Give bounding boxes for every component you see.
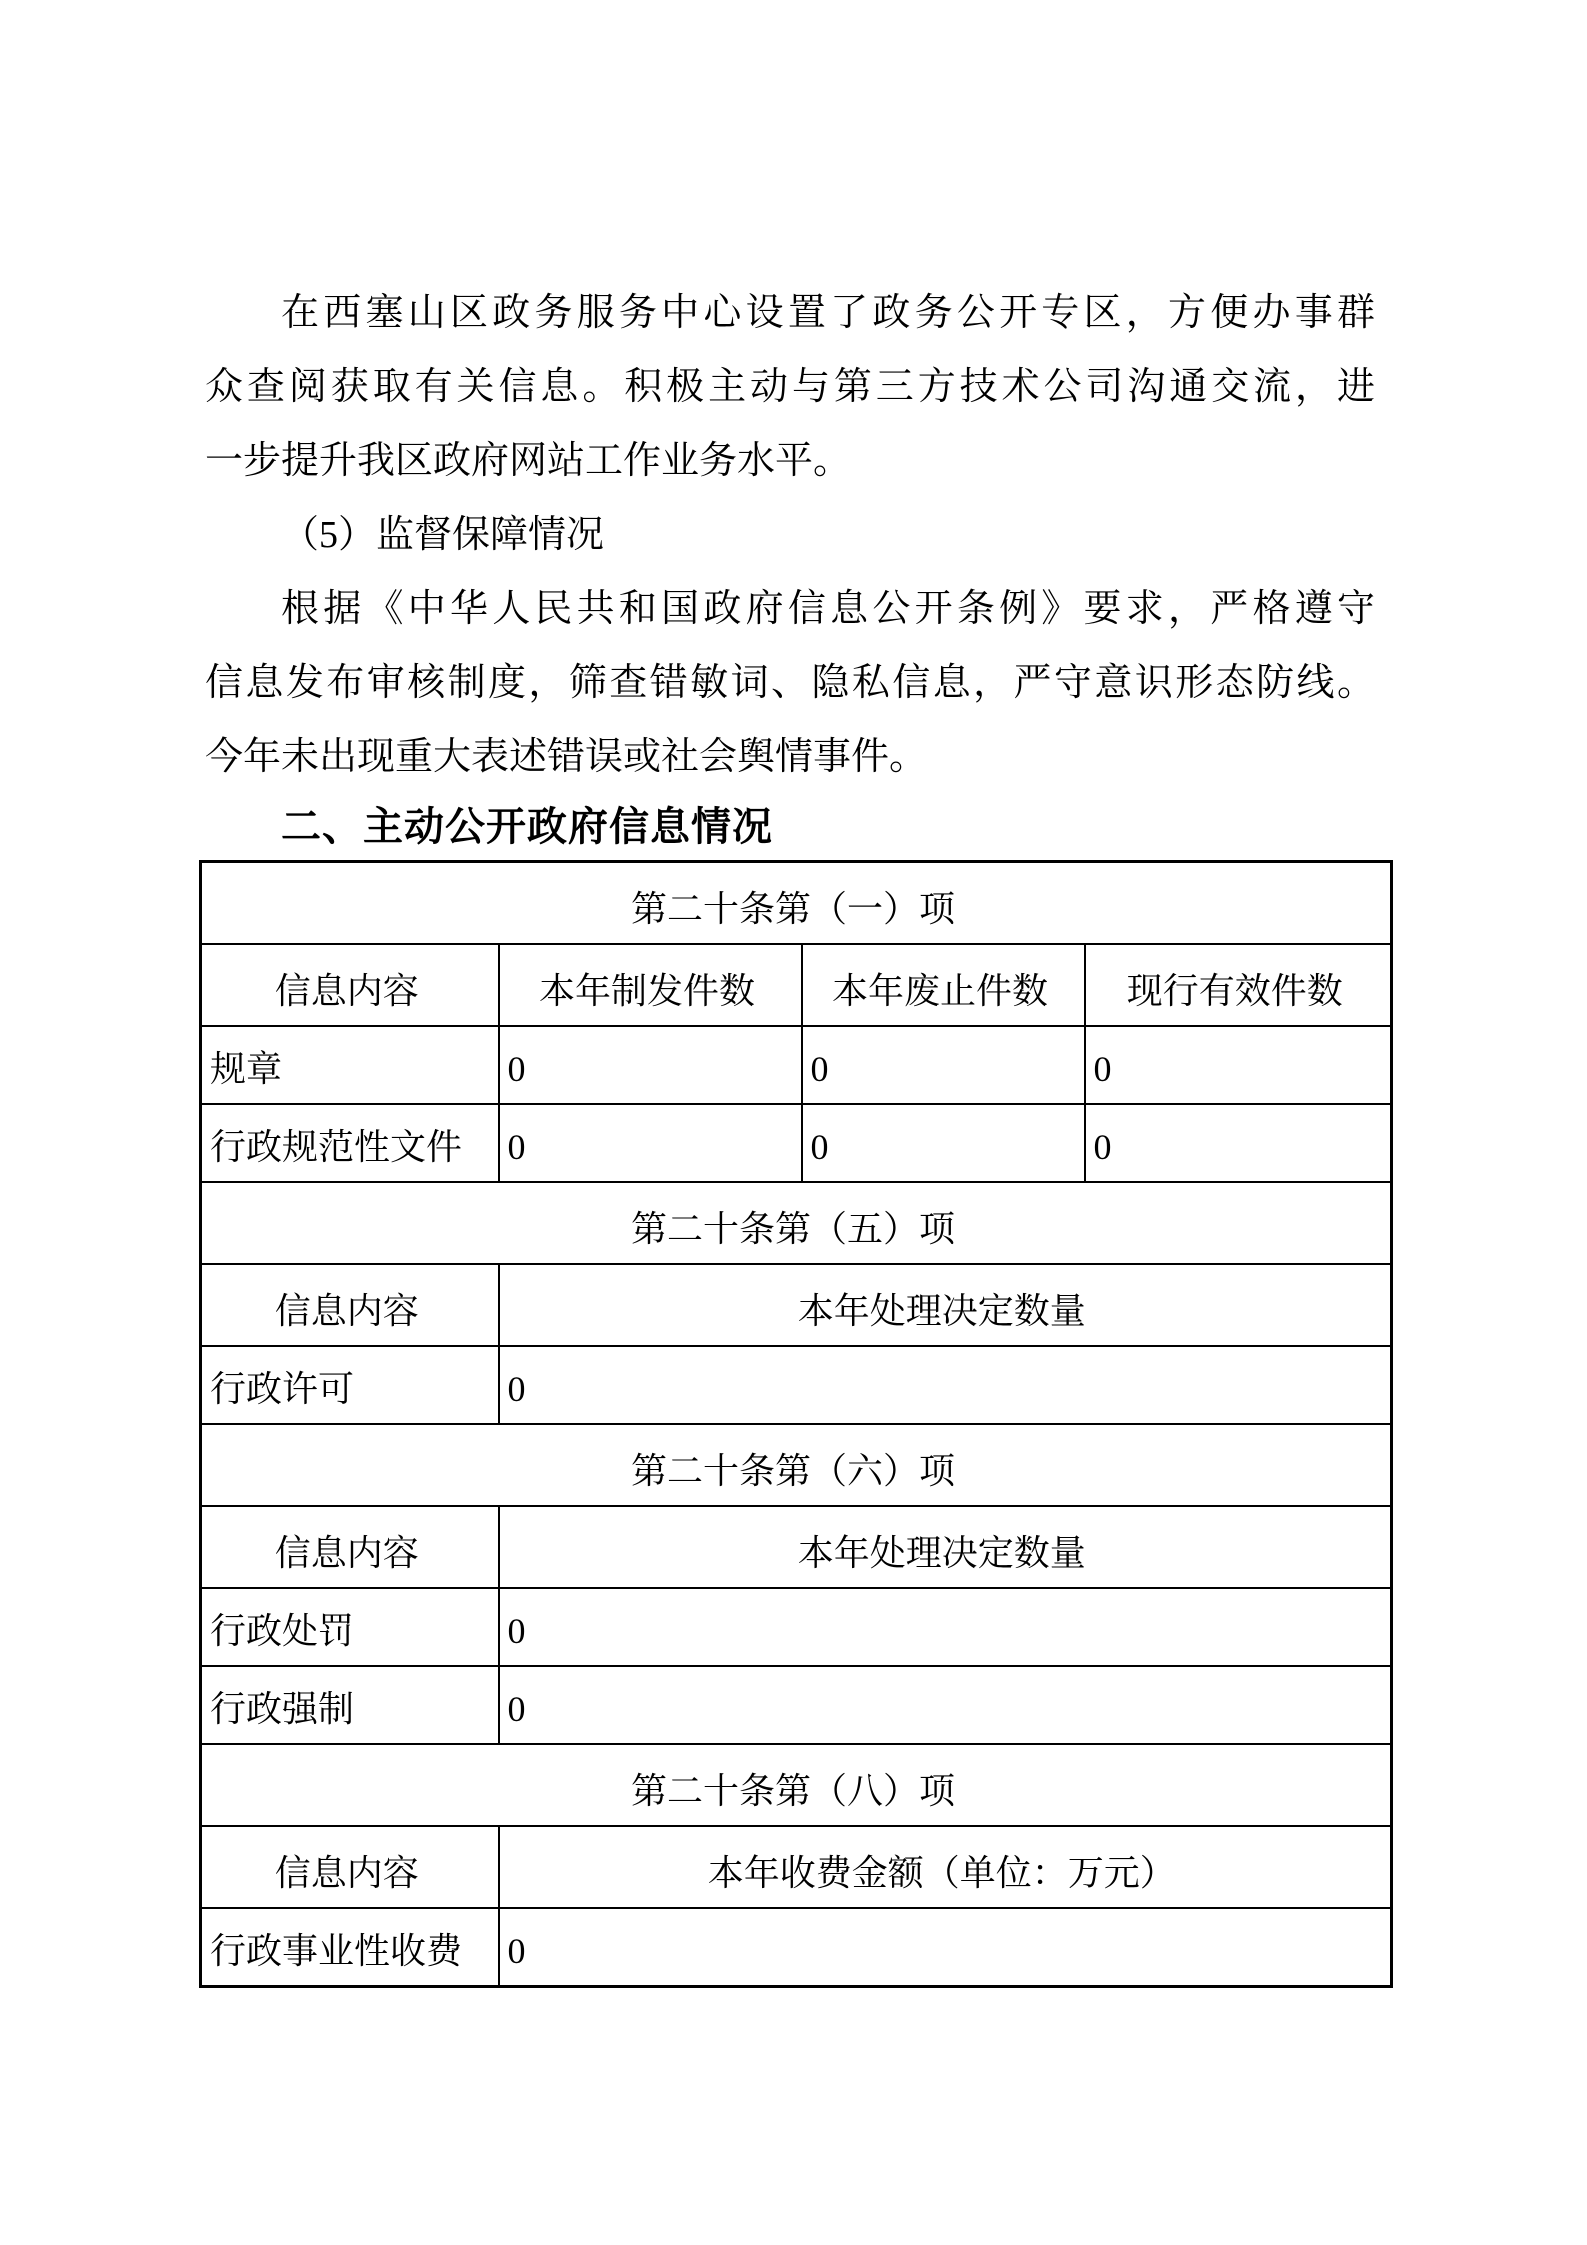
- row-label: 行政强制: [201, 1666, 499, 1744]
- table-row: [201, 1104, 1392, 1182]
- table-section-title: 第二十条第（五）项: [201, 1182, 1392, 1264]
- section-heading: 二、主动公开政府信息情况: [281, 805, 773, 849]
- column-header: 信息内容: [201, 1826, 499, 1908]
- body-text: [205, 276, 1375, 860]
- table-section-title-row: [201, 1424, 1392, 1506]
- cell-value: 0: [499, 1666, 1392, 1744]
- row-label: 行政处罚: [201, 1588, 499, 1666]
- row-label: 行政事业性收费: [201, 1908, 499, 1987]
- cell-value: 0: [802, 1026, 1085, 1104]
- cell-value: 0: [499, 1346, 1392, 1424]
- table-row: [201, 1026, 1392, 1104]
- paragraph-line: 在西塞山区政务服务中心设置了政务公开专区，方便办事群: [281, 292, 1375, 334]
- cell-value: 0: [802, 1104, 1085, 1182]
- table-section-title: 第二十条第（一）项: [201, 862, 1392, 945]
- cell-value: 0: [1085, 1104, 1392, 1182]
- cell-value: 0: [499, 1588, 1392, 1666]
- cell-value: 0: [1085, 1026, 1392, 1104]
- cell-value: 0: [499, 1908, 1392, 1987]
- table-section-title: 第二十条第（八）项: [201, 1744, 1392, 1826]
- table-section-title-row: [201, 1744, 1392, 1826]
- column-header: 本年处理决定数量: [499, 1264, 1392, 1346]
- column-header: 本年收费金额（单位：万元）: [499, 1826, 1392, 1908]
- paragraph-line: 信息发布审核制度，筛查错敏词、隐私信息，严守意识形态防线。: [205, 662, 1375, 704]
- paragraph-line: （5）监督保障情况: [281, 514, 605, 556]
- table-section-title-row: [201, 1182, 1392, 1264]
- disclosure-table: [199, 860, 1393, 1988]
- table-row: [201, 1908, 1392, 1987]
- paragraph-line: 一步提升我区政府网站工作业务水平。: [205, 440, 852, 482]
- cell-value: 0: [499, 1026, 802, 1104]
- table-header-row: [201, 1826, 1392, 1908]
- column-header: 本年废止件数: [802, 944, 1085, 1026]
- column-header: 信息内容: [201, 1264, 499, 1346]
- paragraph-line: 根据《中华人民共和国政府信息公开条例》要求，严格遵守: [281, 588, 1375, 630]
- row-label: 行政许可: [201, 1346, 499, 1424]
- cell-value: 0: [499, 1104, 802, 1182]
- column-header: 本年制发件数: [499, 944, 802, 1026]
- table-row: [201, 1588, 1392, 1666]
- column-header: 现行有效件数: [1085, 944, 1392, 1026]
- column-header: 信息内容: [201, 944, 499, 1026]
- column-header: 信息内容: [201, 1506, 499, 1588]
- paragraph-line: 今年未出现重大表述错误或社会舆情事件。: [205, 736, 928, 778]
- paragraph-line: 众查阅获取有关信息。积极主动与第三方技术公司沟通交流，进: [205, 366, 1375, 408]
- table-section-title: 第二十条第（六）项: [201, 1424, 1392, 1506]
- table-row: [201, 1666, 1392, 1744]
- table-header-row: [201, 1264, 1392, 1346]
- row-label: 规章: [201, 1026, 499, 1104]
- row-label: 行政规范性文件: [201, 1104, 499, 1182]
- table-header-row: [201, 1506, 1392, 1588]
- table-section-title-row: [201, 862, 1392, 945]
- column-header: 本年处理决定数量: [499, 1506, 1392, 1588]
- table-row: [201, 1346, 1392, 1424]
- table-header-row: [201, 944, 1392, 1026]
